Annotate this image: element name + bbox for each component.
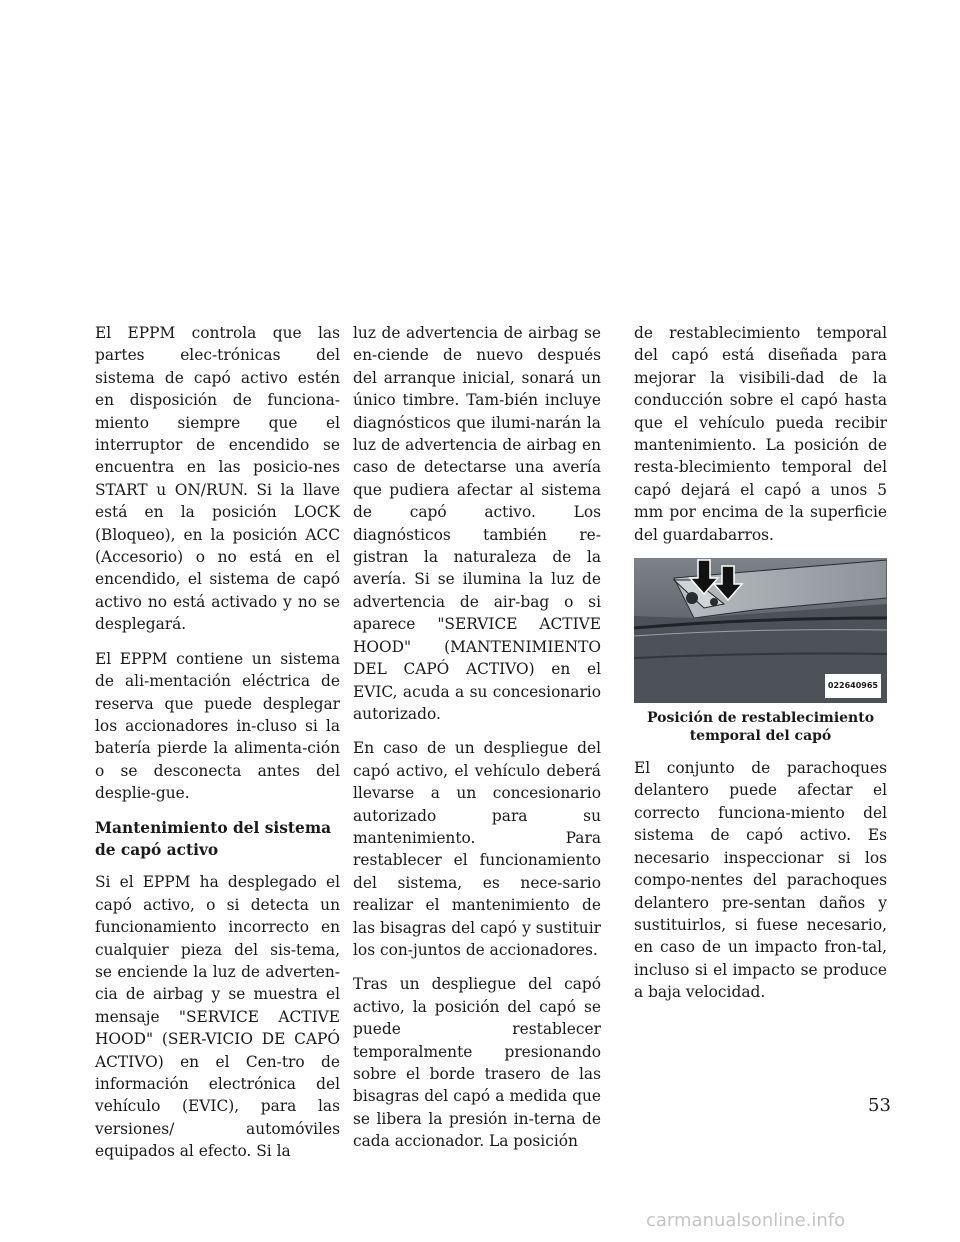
figure-code: 022640965 — [825, 674, 881, 698]
paragraph-dealer-service: En caso de un despliegue del capó activo, el vehículo deberá llevarse a un concesionario autorizado para su mantenimiento. Para restablecer el funcionamiento del sistema, es nece-sario realizar el mantenimiento de las bisagras del capó y sustituir los con-juntos de accionadores. — [353, 739, 601, 959]
hood-reset-figure — [634, 558, 887, 703]
paragraph-reset-position: de restablecimiento temporal del capó está diseñada para mejorar la visibili-dad de la conducción sobre el capó hasta que el vehículo pueda recibir mantenimiento. La posición de resta-blecimiento temporal del capó dejará el capó a unos 5 mm por encima de la superficie del guardabarros. — [634, 324, 887, 544]
paragraph-front-bumper: El conjunto de parachoques delantero puede afectar el correcto funciona-miento del sistema de capó activo. Es necesario inspeccionar si los compo-nentes del parachoques delantero pre-sentan daños y sustituirlos, si fuese necesario, en caso de un impacto fron-tal, incluso si el impacto se produce a baja velocidad. — [634, 759, 887, 1002]
paragraph-diagnostics: luz de advertencia de airbag se en-ciende de nuevo después del arranque inicial, sonará un único timbre. Tam-bién incluye diagnósticos que ilumi-narán la luz de advertencia de airbag en caso de detectarse una avería que pudiera afectar al sistema de capó activo. Los diagnósticos también re-gistran la naturaleza de la avería. Si se ilumina la luz de advertencia de air-bag o si aparece "SERVICE ACTIVE HOOD" (MANTENIMIENTO DEL CAPÓ ACTIVO) en el EVIC, acuda a su concesionario autorizado. — [353, 324, 601, 723]
section-heading-maintenance: Mantenimiento del sistema de capó activo — [95, 818, 332, 859]
page-number: 53 — [868, 1095, 891, 1116]
paragraph-deployment-warning: Si el EPPM ha desplegado el capó activo, o si detecta un funcionamiento incorrecto en cualquier pieza del sis-tema, se enciende la luz de adverten-cia de airbag y se muestra el mensaje "SERVICE ACTIVE HOOD" (SER-VICIO DE CAPÓ ACTIVO) en el Cen-tro de información electrónica del vehículo (EVIC), para las versiones/ automóviles equipados al efecto. Si la — [95, 873, 340, 1161]
figure-caption: Posición de restablecimiento temporal del capó — [646, 710, 875, 745]
column-right — [634, 322, 887, 1016]
paragraph-temporary-reset: Tras un despliegue del capó activo, la posición del capó se puede restablecer temporalmente presionando sobre el borde trasero de las bisagras del capó a medida que se libera la presión in-terna de cada accionador. La posición — [353, 975, 601, 1151]
watermark: carmanualsonline.info — [646, 1210, 846, 1231]
column-left — [95, 322, 340, 1175]
paragraph-backup-power: El EPPM contiene un sistema de ali-mentación eléctrica de reserva que puede desplegar los accionadores in-cluso si la batería pierde la alimenta-ción o se desconecta antes del desplie-gue. — [95, 649, 340, 803]
paragraph-eppm-control: El EPPM controla que las partes elec-trónicas del sistema de capó activo estén en disposición de funciona-miento siempre que el interruptor de encendido se encuentra en las posicio-nes START u ON/RUN. Si la llave está en la posición LOCK (Bloqueo), en la posición ACC (Accesorio) o no está en el encendido, el sistema de capó activo no está activado y no se desplegará. — [95, 324, 340, 634]
column-middle — [353, 322, 601, 1165]
